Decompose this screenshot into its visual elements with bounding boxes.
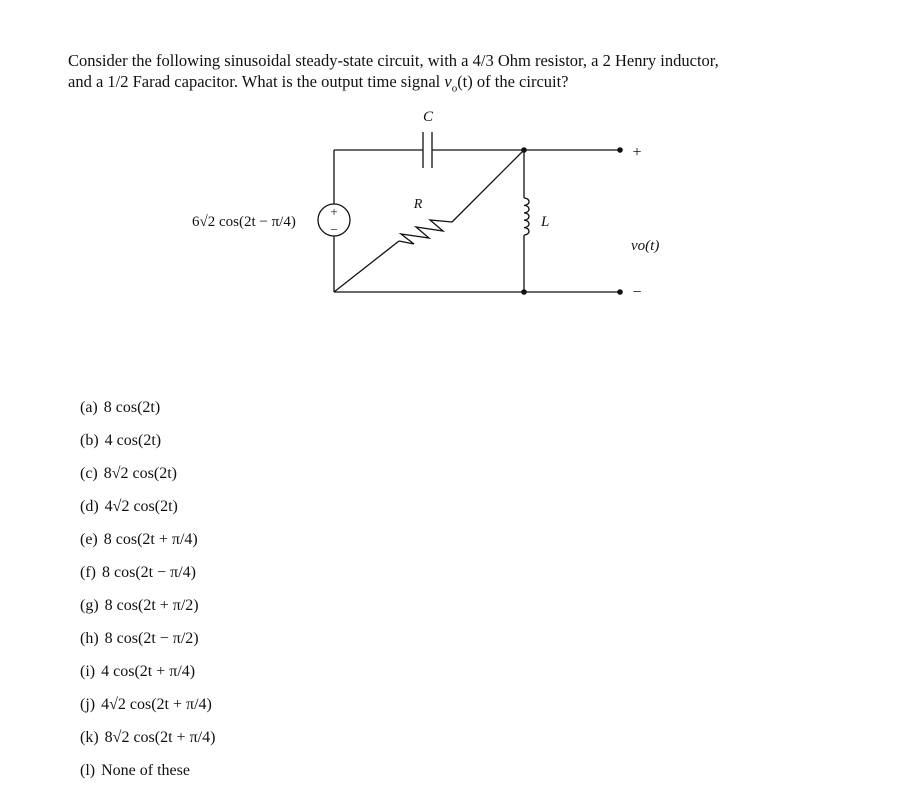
circuit-diagram [0, 0, 915, 380]
node-top [521, 147, 527, 153]
source-label: 6√2 cos(2t − π/4) [192, 214, 296, 230]
question-line-2-suffix: of the circuit? [472, 72, 569, 91]
option-c[interactable]: (c) 8√2 cos(2t) [80, 465, 177, 482]
question-var-sub: o [451, 82, 458, 95]
option-l[interactable]: (l) None of these [80, 762, 190, 779]
option-b[interactable]: (b) 4 cos(2t) [80, 432, 162, 449]
question-line-2-prefix: and a 1/2 Farad capacitor. What is the output time signal [68, 72, 445, 91]
option-e[interactable]: (e) 8 cos(2t + π/4) [80, 531, 198, 548]
output-plus-sign: + [632, 144, 642, 161]
resistor-label: R [413, 197, 423, 212]
node-bottom [521, 289, 527, 295]
option-f[interactable]: (f) 8 cos(2t − π/4) [80, 564, 196, 581]
question-var: v [444, 72, 452, 91]
output-terminal-top [617, 147, 623, 153]
inductor-label: L [541, 214, 550, 230]
resistor-lead-upper [452, 150, 524, 222]
option-g[interactable]: (g) 8 cos(2t + π/2) [80, 597, 199, 614]
capacitor-label: C [422, 109, 434, 125]
resistor-zigzag [399, 220, 452, 244]
option-j[interactable]: (j) 4√2 cos(2t + π/4) [80, 696, 212, 713]
option-h[interactable]: (h) 8 cos(2t − π/2) [80, 630, 199, 647]
answer-options [80, 396, 215, 792]
output-terminal-bottom [617, 289, 623, 295]
option-k[interactable]: (k) 8√2 cos(2t + π/4) [80, 729, 216, 746]
resistor-lead-lower [334, 241, 399, 292]
option-d[interactable]: (d) 4√2 cos(2t) [80, 498, 178, 515]
source-plus-sign: + [330, 204, 338, 219]
option-i[interactable]: (i) 4 cos(2t + π/4) [80, 663, 196, 680]
question-var-arg: (t) [457, 72, 473, 91]
question-line-1: Consider the following sinusoidal steady-state circuit, with a 4/3 Ohm resistor, a 2 Henry inductor, [68, 51, 719, 70]
inductor-coil [524, 198, 529, 235]
source-minus-sign: − [330, 222, 338, 237]
option-a[interactable]: (a) 8 cos(2t) [80, 399, 161, 416]
output-voltage-label: vo(t) [631, 238, 660, 254]
output-minus-sign: − [632, 284, 642, 301]
